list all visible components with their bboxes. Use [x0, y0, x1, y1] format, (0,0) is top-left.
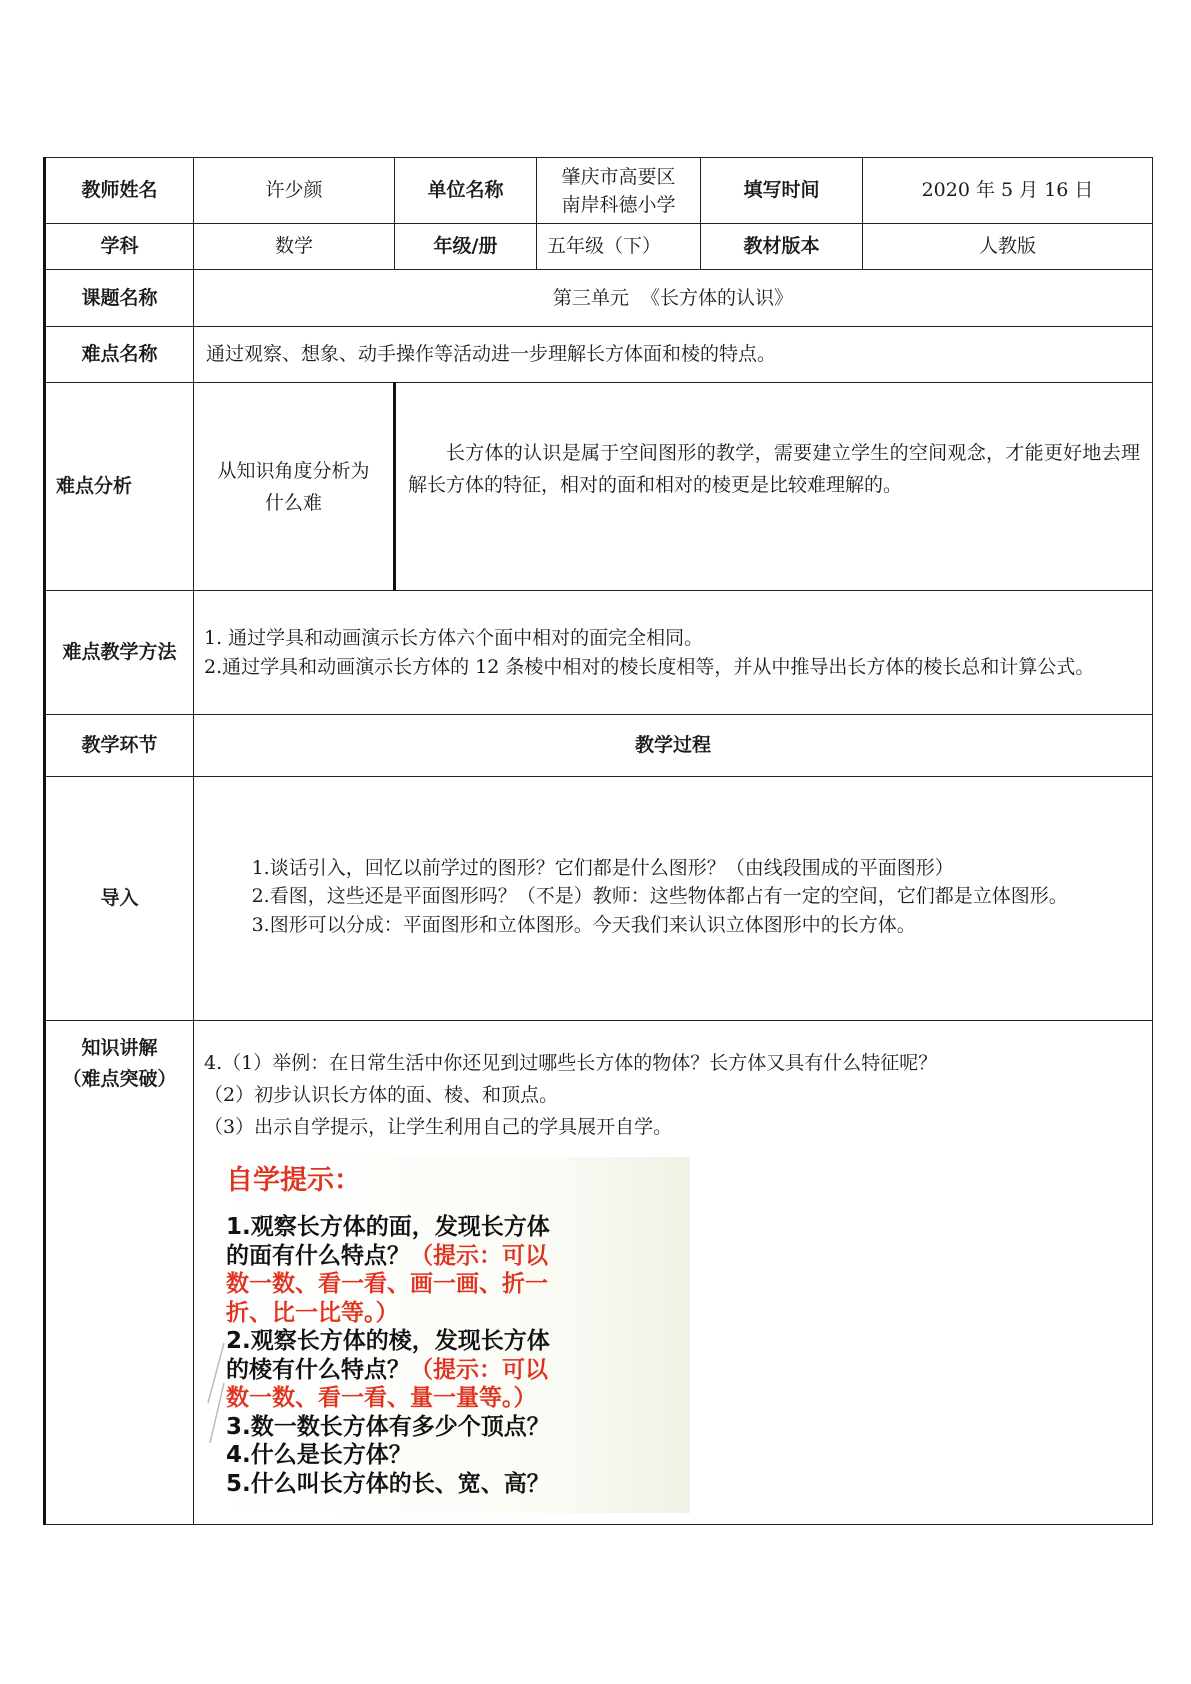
- lesson-plan-table: [43, 157, 1153, 1525]
- methods-cell: [194, 591, 1153, 715]
- slide-line-1b: [226, 1242, 666, 1271]
- slide-line-1a: 1.观察长方体的面，发现长方体: [226, 1214, 550, 1240]
- teacher-label: 教师姓名: [45, 158, 194, 224]
- analysis-sub-label-line2: 什么难: [264, 491, 322, 514]
- header-row-1: [45, 158, 1153, 224]
- slide-decoration-curve: [206, 1343, 226, 1443]
- slide-line-2b-text: 的棱有什么特点？: [226, 1356, 410, 1383]
- analysis-sub-label-line1: 从知识角度分析为: [217, 459, 370, 482]
- grade-value: 五年级（下）: [537, 224, 701, 270]
- slide-line-1d-hint: 数一数、看一看、画一画、折一: [226, 1271, 548, 1297]
- difficulty-label: 难点名称: [45, 327, 194, 383]
- knowledge-label-line2: （难点突破）: [62, 1068, 177, 1090]
- analysis-text: 长方体的认识是属于空间图形的教学，需要建立学生的空间观念，才能更好地去理解长方体的特征，相对的面和相对的棱更是比较难理解的。: [408, 441, 1141, 496]
- knowledge-label-line1: 知识讲解: [81, 1037, 158, 1059]
- date-label: 填写时间: [701, 158, 863, 224]
- analysis-sub-label: [194, 383, 395, 591]
- subject-label: 学科: [45, 224, 194, 270]
- grade-label: 年级/册: [395, 224, 537, 270]
- methods-row: [45, 591, 1153, 715]
- teacher-value: 许少颜: [194, 158, 395, 224]
- slide-line-2b: [226, 1356, 666, 1385]
- process-label: 教学过程: [194, 715, 1153, 777]
- intro-cell: [194, 777, 1153, 1021]
- topic-value: 第三单元 《长方体的认识》: [194, 270, 1153, 327]
- self-study-slide-image: [204, 1157, 690, 1513]
- difficulty-value: 通过观察、想象、动手操作等活动进一步理解长方体面和棱的特点。: [194, 327, 1153, 383]
- edition-label: 教材版本: [701, 224, 863, 270]
- topic-label: 课题名称: [45, 270, 194, 327]
- slide-line-3: 3.数一数长方体有多少个顶点？: [226, 1413, 550, 1440]
- intro-paragraph-1: 1.谈话引入，回忆以前学过的图形？它们都是什么图形？（由线段围成的平面图形）: [251, 856, 954, 879]
- unit-value: [537, 158, 701, 224]
- knowledge-label: [45, 1021, 194, 1525]
- slide-line-4: 4.什么是长方体？: [226, 1442, 412, 1468]
- analysis-label: 难点分析: [45, 383, 194, 591]
- intro-paragraph-3: 3.图形可以分成：平面图形和立体图形。今天我们来认识立体图形中的长方体。: [251, 913, 916, 936]
- process-stage-label: 教学环节: [45, 715, 194, 777]
- knowledge-line-2: （2）初步认识长方体的面、棱、和顶点。: [204, 1084, 559, 1106]
- unit-value-line2: 南岸科德小学: [561, 193, 676, 216]
- slide-line-2d-hint: 数一数、看一看、量一量等。）: [226, 1385, 537, 1411]
- date-value: 2020 年 5 月 16 日: [863, 158, 1153, 224]
- methods-item-1: 1. 通过学具和动画演示长方体六个面中相对的面完全相同。: [204, 627, 704, 649]
- unit-label: 单位名称: [395, 158, 537, 224]
- intro-paragraph-2: 2.看图，这些还是平面图形吗？（不是）教师：这些物体都占有一定的空间，它们都是立体图形。: [251, 885, 1068, 908]
- intro-label: 导入: [45, 777, 194, 1021]
- methods-label: 难点教学方法: [45, 591, 194, 715]
- process-header-row: [45, 715, 1153, 777]
- edition-value: 人教版: [863, 224, 1153, 270]
- slide-line-2c-hint: （提示：可以: [410, 1356, 548, 1383]
- slide-title: 自学提示：: [226, 1165, 361, 1196]
- analysis-row: [45, 383, 1153, 591]
- knowledge-row: [45, 1021, 1153, 1525]
- unit-value-line1: 肇庆市高要区: [561, 165, 676, 188]
- slide-line-1c-hint: （提示：可以: [410, 1242, 548, 1269]
- slide-line-5: 5.什么叫长方体的长、宽、高？: [226, 1470, 550, 1497]
- analysis-text-cell: [395, 383, 1153, 591]
- slide-line-1e-hint: 折、比一比等。）: [226, 1299, 399, 1326]
- slide-body: [226, 1213, 666, 1498]
- slide-line-2a: 2.观察长方体的棱，发现长方体: [226, 1328, 550, 1354]
- subject-value: 数学: [194, 224, 395, 270]
- knowledge-line-1: 4.（1）举例：在日常生活中你还见到过哪些长方体的物体？长方体又具有什么特征呢？: [204, 1052, 938, 1074]
- slide-line-1b-text: 的面有什么特点？: [226, 1242, 410, 1269]
- knowledge-line-3: （3）出示自学提示，让学生利用自己的学具展开自学。: [204, 1116, 673, 1138]
- difficulty-row: [45, 327, 1153, 383]
- header-row-2: [45, 224, 1153, 270]
- knowledge-cell: [194, 1021, 1153, 1525]
- topic-row: [45, 270, 1153, 327]
- methods-item-2: 2.通过学具和动画演示长方体的 12 条棱中相对的棱长度相等，并从中推导出长方体的棱长总和计算公式。: [204, 655, 1095, 678]
- intro-row: [45, 777, 1153, 1021]
